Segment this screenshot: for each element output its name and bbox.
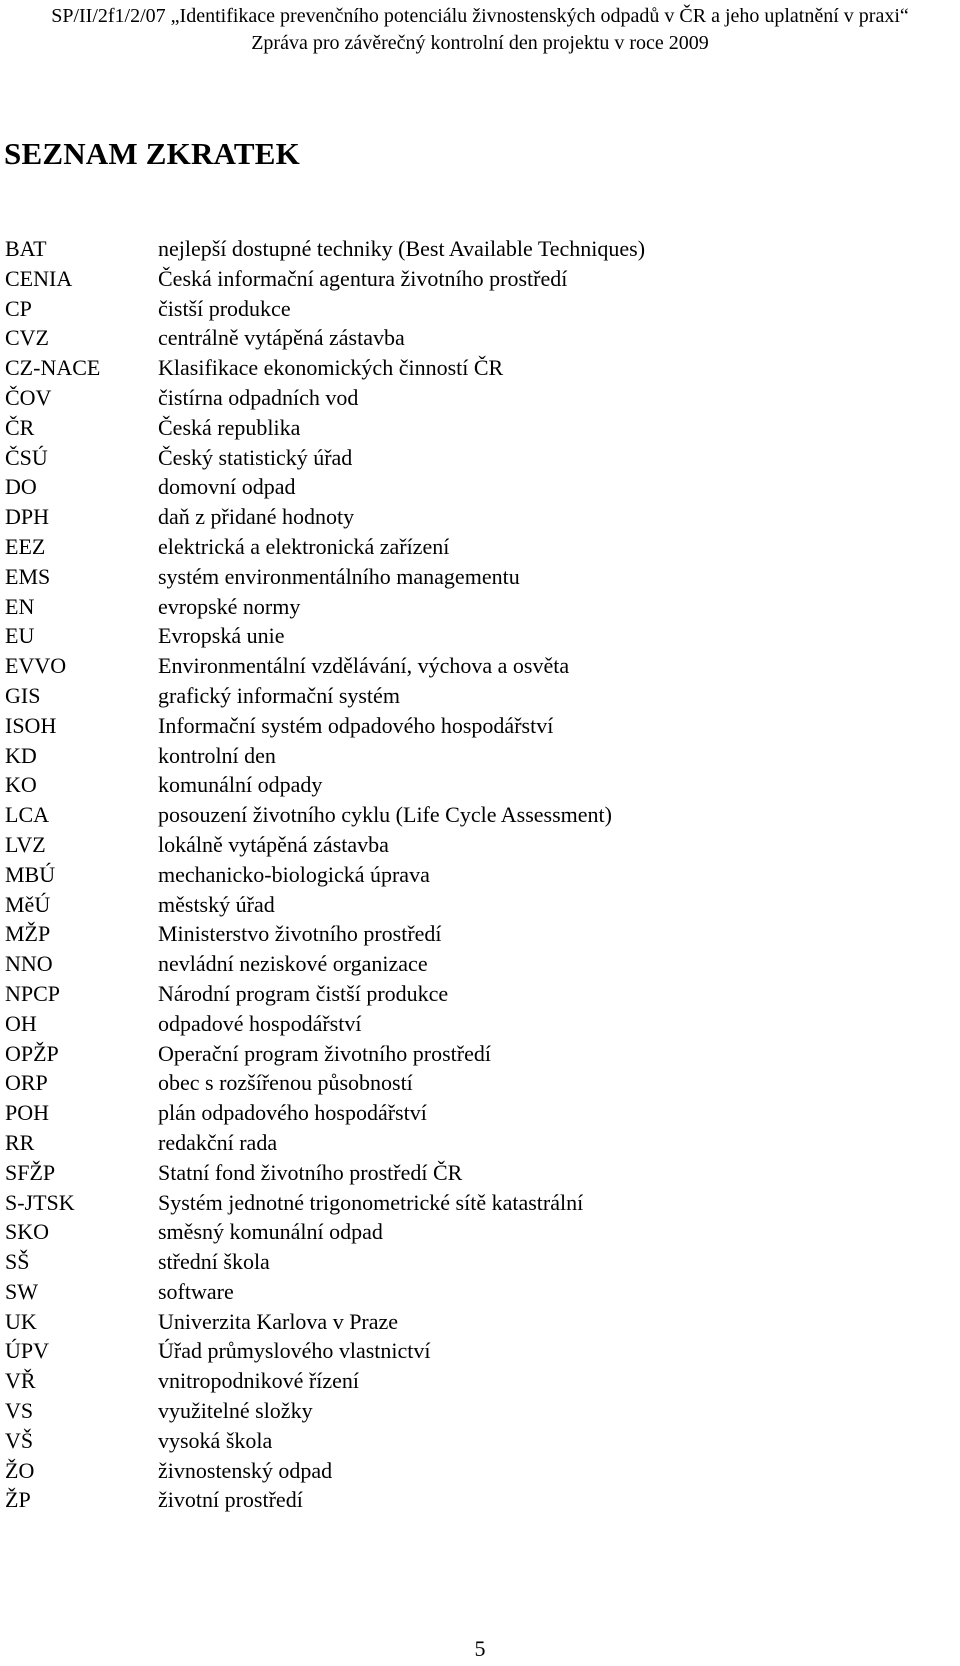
abbreviation-row	[5, 651, 645, 681]
abbreviation-row	[5, 890, 645, 920]
abbreviation-meaning: městský úřad	[158, 891, 275, 917]
abbreviation-meaning: domovní odpad	[158, 474, 296, 500]
abbreviation-code: S-JTSK	[5, 1189, 75, 1215]
abbreviation-row	[5, 472, 645, 502]
abbreviation-row	[5, 383, 645, 413]
abbreviation-code: MBÚ	[5, 861, 56, 887]
abbreviation-meaning: vysoká škola	[158, 1427, 273, 1453]
abbreviation-meaning: lokálně vytápěná zástavba	[158, 831, 389, 857]
abbreviation-meaning: redakční rada	[158, 1129, 278, 1155]
abbreviation-code: UK	[5, 1308, 37, 1334]
abbreviation-meaning: využitelné složky	[158, 1398, 313, 1424]
abbreviation-row	[5, 562, 645, 592]
abbreviation-code: ČOV	[5, 384, 52, 410]
abbreviation-row	[5, 681, 645, 711]
abbreviation-meaning: nevládní neziskové organizace	[158, 951, 428, 977]
abbreviation-row	[5, 860, 645, 890]
abbreviation-meaning: centrálně vytápěná zástavba	[158, 325, 405, 351]
abbreviation-code: CZ-NACE	[5, 355, 101, 381]
abbreviation-code: CP	[5, 295, 32, 321]
abbreviation-row	[5, 1336, 645, 1366]
abbreviation-code: KD	[5, 742, 37, 768]
abbreviation-meaning: Česká republika	[158, 414, 301, 440]
abbreviation-row	[5, 711, 645, 741]
abbreviation-meaning: evropské normy	[158, 593, 301, 619]
abbreviation-code: GIS	[5, 682, 41, 708]
abbreviation-row	[5, 979, 645, 1009]
abbreviation-row	[5, 353, 645, 383]
abbreviation-row	[5, 502, 645, 532]
abbreviation-row	[5, 1068, 645, 1098]
abbreviation-row	[5, 532, 645, 562]
abbreviation-meaning: mechanicko-biologická úprava	[158, 861, 430, 887]
abbreviation-meaning: čistírna odpadních vod	[158, 384, 359, 410]
abbreviation-row	[5, 741, 645, 771]
abbreviation-code: ČSÚ	[5, 444, 48, 470]
abbreviation-meaning: posouzení životního cyklu (Life Cycle Assessment)	[158, 802, 612, 828]
abbreviation-code: ŽO	[5, 1457, 35, 1483]
abbreviation-meaning: Evropská unie	[158, 623, 285, 649]
abbreviation-meaning: Národní program čistší produkce	[158, 980, 449, 1006]
abbreviation-row	[5, 323, 645, 353]
page-number: 5	[474, 1636, 486, 1661]
section-title: SEZNAM ZKRATEK	[4, 136, 300, 171]
abbreviation-meaning: Český statistický úřad	[158, 444, 353, 470]
abbreviation-code: LCA	[5, 802, 49, 828]
abbreviation-meaning: grafický informační systém	[158, 682, 400, 708]
abbreviation-code: NPCP	[5, 980, 61, 1006]
abbreviation-meaning: životní prostředí	[158, 1487, 303, 1513]
abbreviation-row	[5, 1456, 645, 1486]
abbreviation-meaning: kontrolní den	[158, 742, 276, 768]
abbreviation-row	[5, 294, 645, 324]
abbreviation-meaning: Statní fond životního prostředí ČR	[158, 1159, 463, 1185]
abbreviation-code: BAT	[5, 236, 47, 261]
abbreviation-code: EEZ	[5, 533, 46, 559]
abbreviation-code: SKO	[5, 1219, 50, 1245]
abbreviation-code: POH	[5, 1100, 50, 1126]
abbreviation-row	[5, 1247, 645, 1277]
abbreviation-code: CENIA	[5, 265, 73, 291]
abbreviation-meaning: Systém jednotné trigonometrické sítě katastrální	[158, 1189, 584, 1215]
abbreviation-row	[5, 413, 645, 443]
header-report-line: Zpráva pro závěrečný kontrolní den projektu v roce 2009	[251, 32, 709, 54]
abbreviation-code: SFŽP	[5, 1159, 56, 1185]
page-header	[0, 3, 960, 57]
abbreviation-meaning: software	[158, 1278, 234, 1304]
abbreviation-meaning: daň z přidané hodnoty	[158, 504, 355, 530]
abbreviation-code: ČR	[5, 414, 35, 440]
abbreviation-row	[5, 1009, 645, 1039]
abbreviation-code: MŽP	[5, 921, 51, 947]
abbreviation-meaning: Environmentální vzdělávání, výchova a osvěta	[158, 653, 570, 679]
abbreviation-code: SŠ	[5, 1249, 30, 1275]
abbreviation-code: RR	[5, 1129, 35, 1155]
abbreviation-row	[5, 1366, 645, 1396]
abbreviation-code: VS	[5, 1398, 34, 1424]
abbreviation-meaning: Operační program životního prostředí	[158, 1040, 491, 1066]
abbreviation-code: EU	[5, 623, 35, 649]
abbreviation-code: DPH	[5, 504, 50, 530]
abbreviation-code: EVVO	[5, 653, 67, 679]
abbreviation-row	[5, 800, 645, 830]
abbreviation-meaning: plán odpadového hospodářství	[158, 1100, 427, 1126]
abbreviation-row	[5, 1485, 645, 1515]
abbreviation-list	[5, 234, 645, 1515]
abbreviation-meaning: obec s rozšířenou působností	[158, 1070, 413, 1096]
abbreviation-code: KO	[5, 772, 37, 798]
abbreviation-row	[5, 1039, 645, 1069]
abbreviation-meaning: Ministerstvo životního prostředí	[158, 921, 442, 947]
abbreviation-row	[5, 770, 645, 800]
abbreviation-meaning: Univerzita Karlova v Praze	[158, 1308, 399, 1334]
abbreviation-meaning: nejlepší dostupné techniky (Best Available Techniques)	[158, 236, 646, 261]
abbreviation-row	[5, 1277, 645, 1307]
abbreviation-meaning: Úřad průmyslového vlastnictví	[158, 1338, 431, 1364]
abbreviation-row	[5, 1098, 645, 1128]
abbreviation-row	[5, 1188, 645, 1218]
abbreviation-meaning: vnitropodnikové řízení	[158, 1368, 360, 1394]
abbreviation-row	[5, 830, 645, 860]
abbreviation-code: EN	[5, 593, 35, 619]
abbreviation-code: SW	[5, 1278, 38, 1304]
abbreviation-code: ÚPV	[5, 1338, 50, 1364]
abbreviation-meaning: střední škola	[158, 1249, 270, 1275]
abbreviation-code: VŘ	[5, 1368, 36, 1394]
abbreviation-code: MěÚ	[5, 891, 51, 917]
abbreviation-code: OPŽP	[5, 1040, 59, 1066]
abbreviation-row	[5, 1307, 645, 1337]
abbreviation-meaning: Informační systém odpadového hospodářství	[158, 712, 554, 738]
abbreviation-meaning: Česká informační agentura životního prostředí	[158, 265, 568, 291]
abbreviation-code: DO	[5, 474, 37, 500]
abbreviation-code: LVZ	[5, 831, 46, 857]
abbreviation-meaning: systém environmentálního managementu	[158, 563, 520, 589]
abbreviation-row	[5, 1128, 645, 1158]
abbreviation-row	[5, 264, 645, 294]
abbreviation-row	[5, 1158, 645, 1188]
abbreviation-code: NNO	[5, 951, 53, 977]
abbreviation-meaning: živnostenský odpad	[158, 1457, 333, 1483]
abbreviation-code: ISOH	[5, 712, 57, 738]
abbreviation-row	[5, 592, 645, 622]
abbreviation-meaning: elektrická a elektronická zařízení	[158, 533, 450, 559]
abbreviation-meaning: čistší produkce	[158, 295, 291, 321]
abbreviation-code: ŽP	[5, 1487, 31, 1513]
abbreviation-row	[5, 949, 645, 979]
abbreviation-meaning: Klasifikace ekonomických činností ČR	[158, 355, 504, 381]
abbreviation-code: ORP	[5, 1070, 48, 1096]
abbreviation-row	[5, 234, 645, 264]
abbreviation-row	[5, 1217, 645, 1247]
abbreviation-code: CVZ	[5, 325, 49, 351]
abbreviation-meaning: komunální odpady	[158, 772, 323, 798]
abbreviation-row	[5, 1426, 645, 1456]
abbreviation-row	[5, 443, 645, 473]
abbreviation-code: VŠ	[5, 1427, 34, 1453]
header-project-line: SP/II/2f1/2/07 „Identifikace prevenčního potenciálu živnostenských odpadů v ČR a jeho uplatnění v praxi“	[51, 5, 909, 27]
abbreviation-meaning: směsný komunální odpad	[158, 1219, 383, 1245]
abbreviation-meaning: odpadové hospodářství	[158, 1010, 362, 1036]
abbreviation-row	[5, 1396, 645, 1426]
abbreviation-row	[5, 621, 645, 651]
abbreviation-code: EMS	[5, 563, 51, 589]
abbreviation-row	[5, 919, 645, 949]
abbreviation-code: OH	[5, 1010, 37, 1036]
